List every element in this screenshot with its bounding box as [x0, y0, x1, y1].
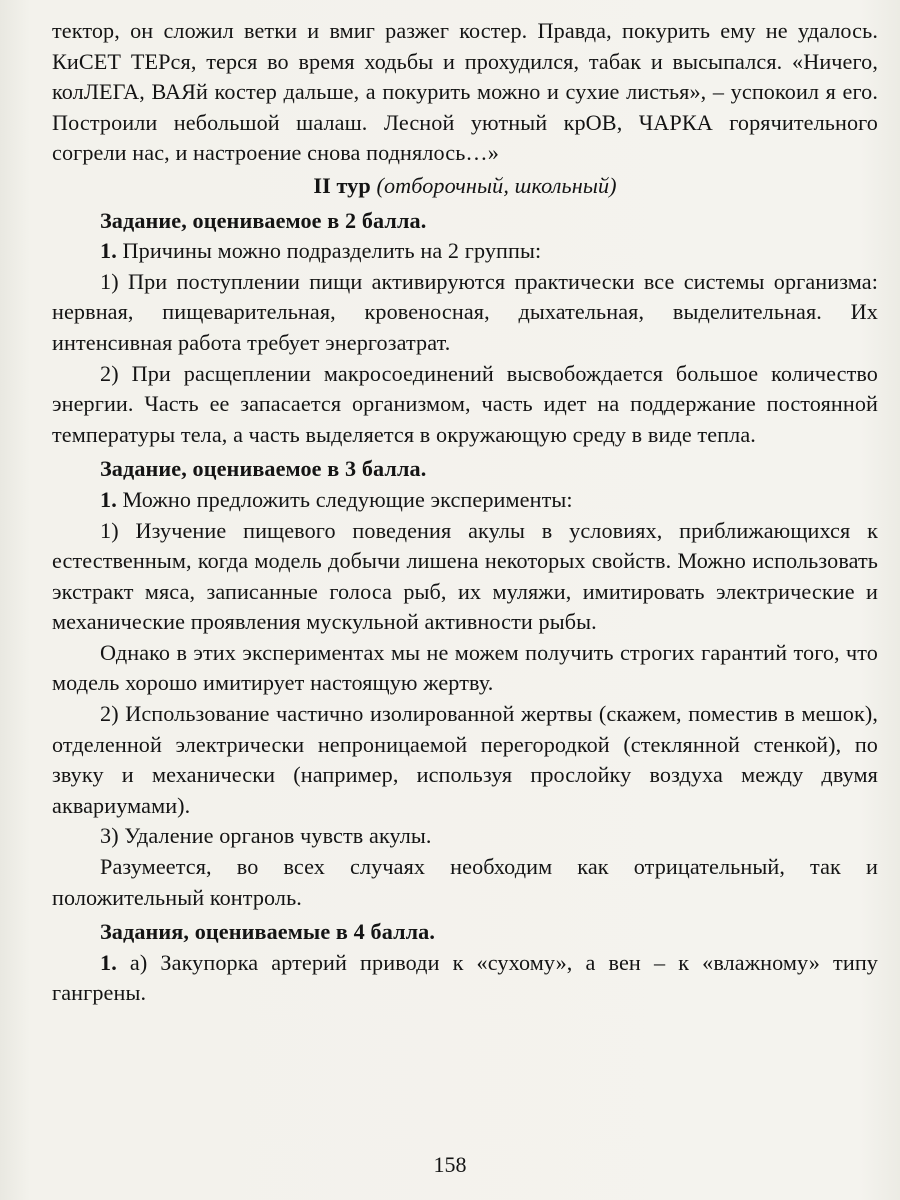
task-4-heading: Задания, оцениваемые в 4 балла. [100, 919, 436, 945]
task-2-heading: Задание, оцениваемое в 2 балла. [100, 207, 427, 233]
task-4-question-text: а) Закупорка артерий приводи к «сухому», а вен – к «влажному» типу гангрены. [52, 949, 878, 1006]
section-title-subtitle: (отборочный, школьный) [376, 172, 617, 198]
task-3-paragraph-2: Однако в этих экспериментах мы не можем получить строгих гарантий того, что модель хорошо имитирует настоящую жертву. [52, 639, 878, 696]
task-3-paragraph-5: Разумеется, во всех случаях необходим как отрицательный, так и положительный контроль. [52, 854, 878, 910]
section-title [52, 171, 878, 202]
page-body [52, 16, 878, 1009]
task-3-paragraph-1: 1) Изучение пищевого поведения акулы в условиях, приближающихся к естественным, когда модель добычи лишена некоторых свойств. Можно использовать экстракт мяса, записанные голоса рыб, их муляжи, имитировать электрические и механические проявления мускульной активности рыбы. [52, 517, 878, 635]
section-title-main: II тур [313, 172, 371, 198]
task-3-question-number: 1. [100, 486, 117, 512]
task-3-heading: Задание, оцениваемое в 3 балла. [100, 456, 427, 482]
intro-paragraph: тектор, он сложил ветки и вмиг разжег костер. Правда, покурить ему не удалось. КиСЕТ ТЕРся, терся во время ходьбы и прохудился, табак и высыпался. «Ничего, колЛЕГА, ВАЯй костер дальше, а покурить можно и сухие листья», – успокоил я его. Построили небольшой шалаш. Лесной уютный крОВ, ЧАРКА горячительного согрели нас, и настроение снова поднялось…» [52, 18, 878, 166]
task-2-question [52, 236, 878, 267]
task-2-paragraph-1: 1) При поступлении пищи активируются практически все системы организма: нервная, пищеварительная, кровеносная, дыхательная, выделительная. Их интенсивная работа требует энергозатрат. [52, 268, 878, 355]
task-2-paragraph-2: 2) При расщеплении макросоединений высвобождается большое количество энергии. Часть ее запасается организмом, часть идет на поддержание постоянной температуры тела, а часть выделяется в окружающую среду в виде тепла. [52, 360, 878, 447]
task-2-question-text: Причины можно подразделить на 2 группы: [122, 238, 542, 264]
task-3-question [52, 485, 878, 516]
task-2-question-number: 1. [100, 238, 117, 264]
page-number: 158 [433, 1152, 467, 1177]
task-4-question-number: 1. [100, 949, 117, 975]
task-4-question [52, 948, 878, 1009]
task-3-paragraph-4: 3) Удаление органов чувств акулы. [100, 823, 432, 849]
task-3-question-text: Можно предложить следующие эксперименты: [122, 486, 573, 512]
task-3-paragraph-3: 2) Использование частично изолированной жертвы (скажем, поместив в мешок), отделенной электрически непроницаемой перегородкой (стеклянной стенкой), по звуку и механически (например, используя прослойку воздуха между двумя аквариумами). [52, 701, 878, 818]
